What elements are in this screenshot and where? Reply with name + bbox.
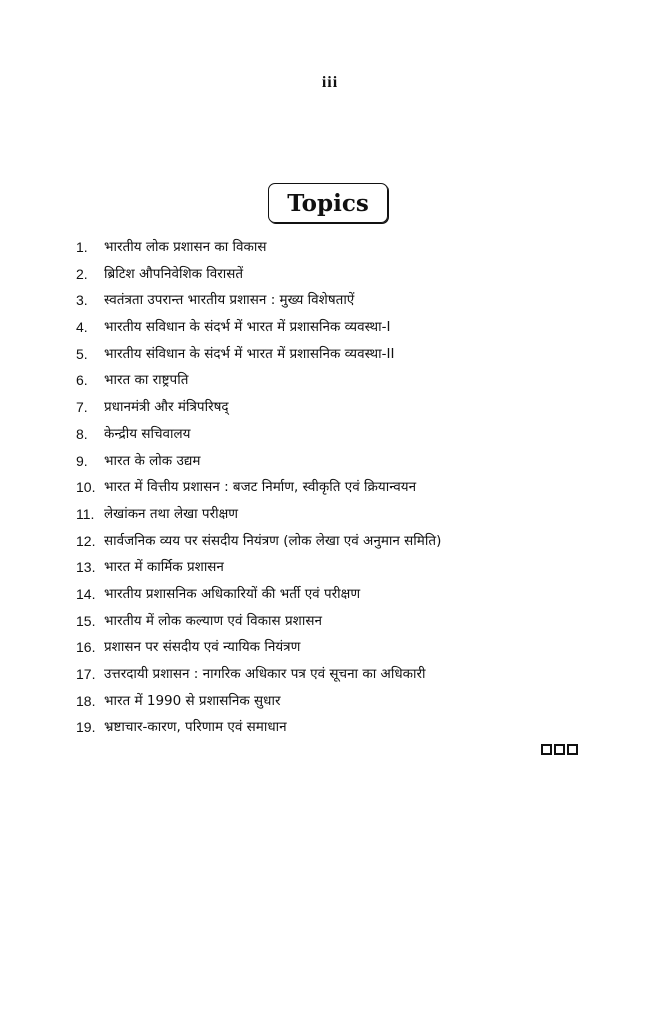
topic-item	[0, 421, 660, 448]
topic-item	[0, 661, 660, 688]
topic-item	[0, 287, 660, 314]
topic-item	[0, 714, 660, 741]
topic-label: भारतीय में लोक कल्याण एवं विकास प्रशासन	[104, 612, 322, 629]
topic-number: 7.	[76, 399, 88, 416]
topic-number: 3.	[76, 292, 88, 309]
topic-item	[0, 448, 660, 475]
topic-number: 9.	[76, 452, 88, 469]
topic-item	[0, 367, 660, 394]
topic-number: 17.	[76, 666, 96, 682]
topic-item	[0, 608, 660, 635]
topics-title-box	[268, 183, 388, 223]
topic-number: 6.	[76, 372, 88, 389]
topic-label: सार्वजनिक व्यय पर संसदीय नियंत्रण (लोक लेखा एवं अनुमान समिति)	[104, 532, 442, 549]
topic-item	[0, 474, 660, 501]
topic-item	[0, 634, 660, 661]
topic-label: भारत के लोक उद्यम	[104, 452, 201, 469]
topic-number: 4.	[76, 319, 88, 336]
topic-number: 12.	[76, 532, 96, 549]
topic-number: 13.	[76, 559, 96, 576]
end-square-icon	[567, 744, 578, 755]
topic-number: 8.	[76, 425, 88, 442]
topic-item	[0, 528, 660, 555]
topic-number: 18.	[76, 692, 96, 709]
topic-number: 16.	[76, 639, 96, 656]
page-number: iii	[321, 74, 339, 91]
topic-item	[0, 261, 660, 288]
topic-label: लेखांकन तथा लेखा परीक्षण	[104, 505, 239, 522]
topic-number: 11.	[76, 505, 95, 522]
topic-item	[0, 394, 660, 421]
topic-number: 15.	[76, 612, 96, 629]
topic-label: स्वतंत्रता उपरान्त भारतीय प्रशासन : मुख्य विशेषताऐं	[104, 292, 355, 309]
topic-label: भ्रष्टाचार-कारण, परिणाम एवं समाधान	[104, 719, 287, 736]
end-square-icon	[541, 744, 552, 755]
topic-number: 10.	[76, 479, 96, 496]
topic-label: उत्तरदायी प्रशासन : नागरिक अधिकार पत्र एवं सूचना का अधिकारी	[104, 666, 426, 682]
topic-item	[0, 341, 660, 368]
topic-label: भारतीय संविधान के संदर्भ में भारत में प्रशासनिक व्यवस्था-II	[104, 345, 395, 362]
topic-item	[0, 234, 660, 261]
end-square-icon	[554, 744, 565, 755]
topic-label: भारतीय सविधान के संदर्भ में भारत में प्रशासनिक व्यवस्था-I	[104, 319, 391, 336]
topic-label: भारत में वित्तीय प्रशासन : बजट निर्माण, स्वीकृति एवं क्रियान्वयन	[104, 479, 417, 496]
topic-number: 14.	[76, 585, 96, 602]
topic-list	[0, 234, 660, 741]
topic-label: प्रशासन पर संसदीय एवं न्यायिक नियंत्रण	[104, 639, 301, 656]
topic-number: 1.	[76, 239, 88, 255]
topic-number: 5.	[76, 345, 88, 362]
end-of-list-mark	[541, 744, 578, 755]
topic-item	[0, 314, 660, 341]
topic-label: भारतीय प्रशासनिक अधिकारियों की भर्ती एवं परीक्षण	[104, 585, 361, 602]
topics-title: Topics	[287, 189, 369, 217]
topic-number: 19.	[76, 719, 96, 736]
topic-item	[0, 554, 660, 581]
topic-label: ब्रिटिश औपनिवेशिक विरासतें	[104, 265, 244, 282]
topic-label: केन्द्रीय सचिवालय	[104, 425, 191, 442]
topic-number: 2.	[76, 265, 88, 282]
topic-item	[0, 581, 660, 608]
topic-label: भारतीय लोक प्रशासन का विकास	[104, 239, 267, 255]
topic-item	[0, 501, 660, 528]
topic-label: भारत में कार्मिक प्रशासन	[104, 559, 224, 576]
topic-label: भारत का राष्ट्रपति	[104, 372, 189, 389]
topic-item	[0, 688, 660, 715]
topic-label: प्रधानमंत्री और मंत्रिपरिषद्	[104, 399, 229, 416]
topic-label: भारत में 1990 से प्रशासनिक सुधार	[104, 692, 281, 709]
